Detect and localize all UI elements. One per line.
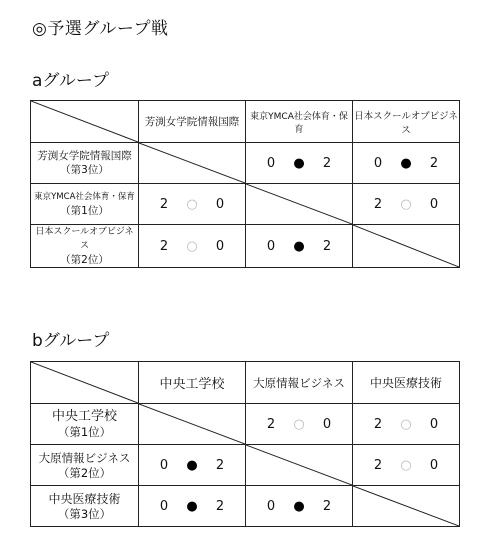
team-rank: （第2位） — [60, 254, 109, 266]
team-name: 大原情報ビジネス — [38, 450, 131, 465]
lose-mark-icon: ● — [186, 498, 198, 514]
team-rank: （第2位） — [57, 465, 112, 480]
score-left: 2 — [266, 416, 276, 432]
self-match-cell — [139, 404, 246, 445]
score-right: 0 — [429, 416, 439, 432]
score-right: 2 — [215, 457, 225, 473]
row-header — [31, 445, 139, 486]
column-header: 中央医療技術 — [353, 362, 460, 404]
column-header: 中央工学校 — [139, 362, 246, 404]
self-match-cell — [246, 445, 353, 486]
lose-mark-icon: ● — [293, 155, 305, 171]
score-left: 0 — [373, 155, 383, 171]
score-right: 0 — [215, 238, 225, 254]
team-name: 中央医療技術 — [48, 491, 121, 506]
score-right: 2 — [322, 155, 332, 171]
column-header: 日本スクールオブビジネス — [353, 101, 460, 143]
score-right: 0 — [215, 196, 225, 212]
group-a-title: aグループ — [32, 71, 110, 91]
row-header — [31, 225, 139, 268]
group-a-table — [30, 100, 460, 268]
score-left: 2 — [159, 196, 169, 212]
score-left: 0 — [266, 155, 276, 171]
match-result — [139, 225, 246, 268]
team-name: 日本スクールオブビジネス — [35, 227, 134, 251]
match-result — [353, 143, 460, 184]
score-left: 2 — [373, 457, 383, 473]
win-mark-icon: ○ — [400, 416, 412, 432]
match-result — [246, 225, 353, 268]
match-result — [139, 184, 246, 225]
win-mark-icon: ○ — [400, 457, 412, 473]
team-rank: （第3位） — [60, 164, 109, 176]
team-rank: （第1位） — [57, 424, 112, 439]
lose-mark-icon: ● — [293, 498, 305, 514]
match-result — [353, 445, 460, 486]
lose-mark-icon: ● — [186, 457, 198, 473]
team-name: 芳渕女学院情報国際 — [37, 150, 132, 162]
team-name: 東京YMCA社会体育・保育 — [34, 192, 135, 202]
score-left: 0 — [266, 238, 276, 254]
row-header — [31, 404, 139, 445]
team-rank: （第3位） — [57, 506, 112, 521]
match-result — [353, 184, 460, 225]
match-result — [246, 486, 353, 527]
score-right: 2 — [429, 155, 439, 171]
score-right: 0 — [429, 196, 439, 212]
score-left: 2 — [373, 196, 383, 212]
score-right: 0 — [322, 416, 332, 432]
team-name: 中央工学校 — [51, 408, 117, 424]
self-match-cell — [353, 486, 460, 527]
corner-cell — [31, 101, 139, 143]
group-b-table — [30, 361, 460, 527]
score-left: 0 — [266, 498, 276, 514]
match-result — [139, 486, 246, 527]
match-result — [246, 143, 353, 184]
win-mark-icon: ○ — [186, 196, 198, 212]
column-header: 大原情報ビジネス — [246, 362, 353, 404]
self-match-cell — [139, 143, 246, 184]
column-header: 東京YMCA社会体育・保育 — [246, 101, 353, 143]
match-result — [246, 404, 353, 445]
score-right: 2 — [215, 498, 225, 514]
match-result — [353, 404, 460, 445]
row-header — [31, 184, 139, 225]
score-left: 0 — [159, 498, 169, 514]
team-rank: （第1位） — [60, 205, 109, 217]
self-match-cell — [246, 184, 353, 225]
column-header: 芳渕女学院情報国際 — [139, 101, 246, 143]
score-left: 0 — [159, 457, 169, 473]
group-b-title: bグループ — [32, 331, 110, 351]
corner-cell — [31, 362, 139, 404]
score-left: 2 — [159, 238, 169, 254]
lose-mark-icon: ● — [293, 238, 305, 254]
match-result — [139, 445, 246, 486]
page-heading: ◎予選グループ戦 — [32, 19, 169, 39]
win-mark-icon: ○ — [400, 196, 412, 212]
row-header — [31, 143, 139, 184]
win-mark-icon: ○ — [186, 238, 198, 254]
lose-mark-icon: ● — [400, 155, 412, 171]
score-left: 2 — [373, 416, 383, 432]
score-right: 2 — [322, 498, 332, 514]
win-mark-icon: ○ — [293, 416, 305, 432]
score-right: 2 — [322, 238, 332, 254]
row-header — [31, 486, 139, 527]
score-right: 0 — [429, 457, 439, 473]
self-match-cell — [353, 225, 460, 268]
